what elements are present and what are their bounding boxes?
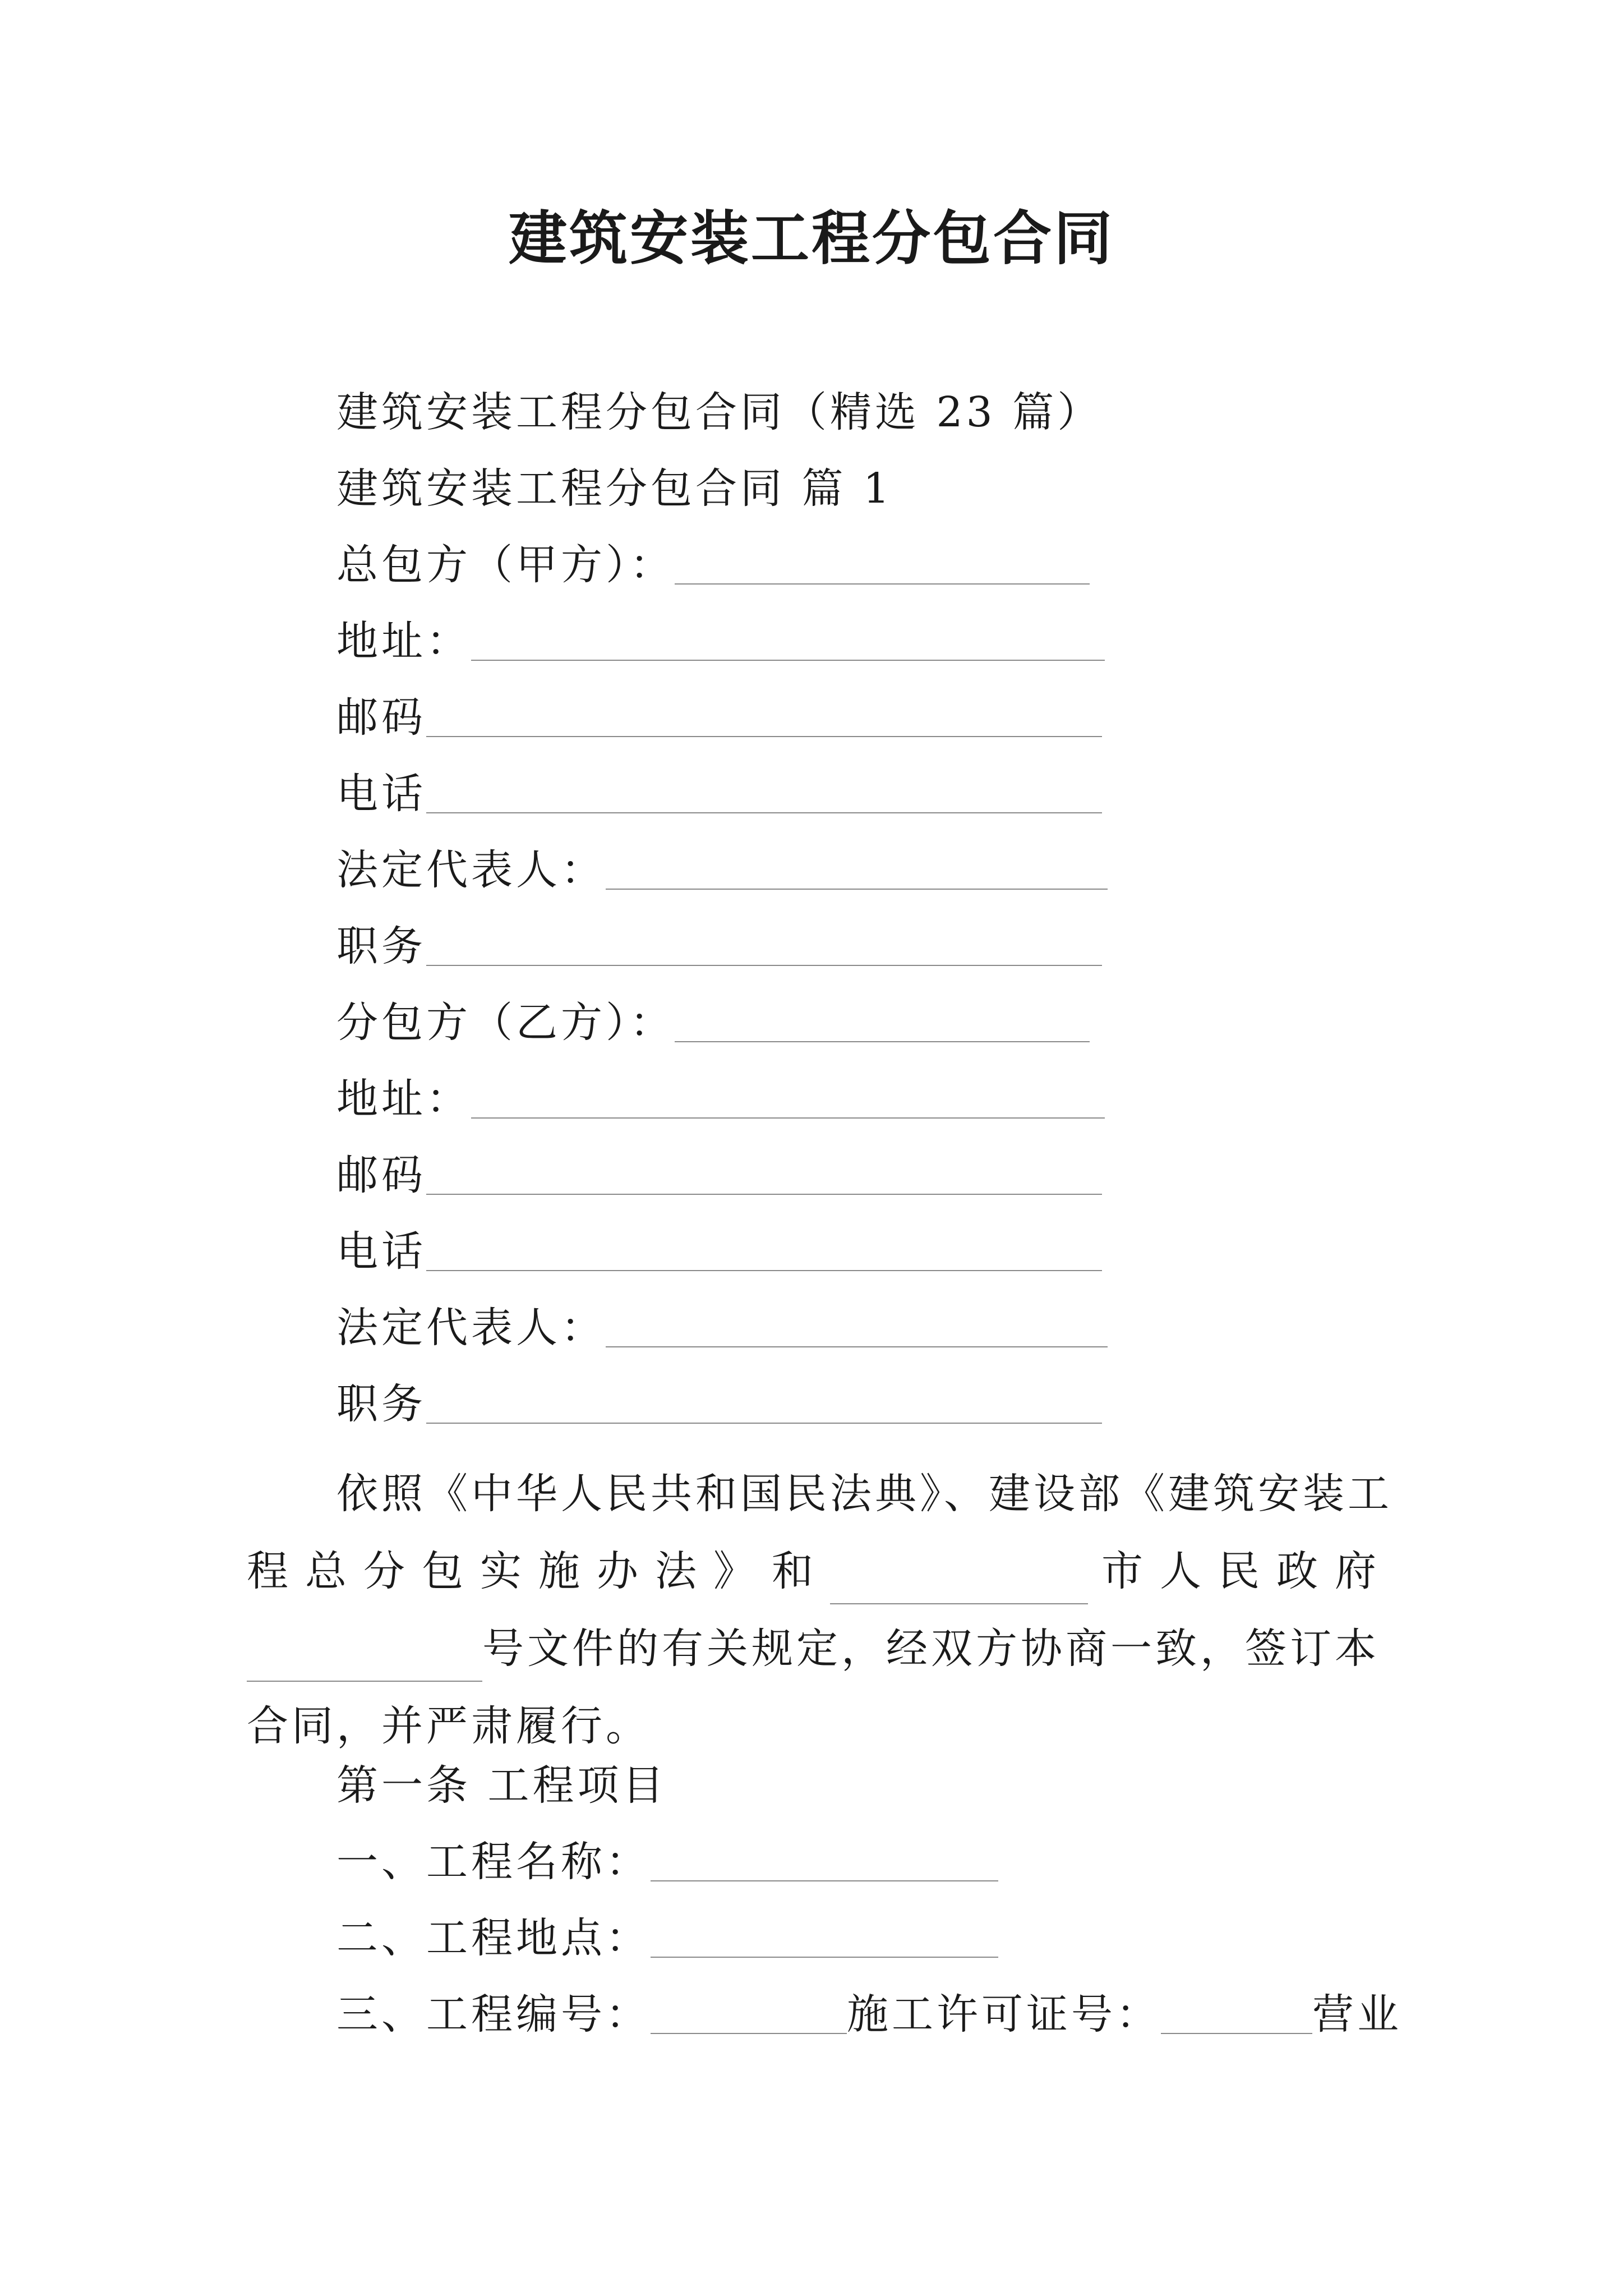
party-a-address-blank[interactable] [471, 624, 1105, 661]
party-a-postcode-line: 邮码 [336, 692, 1102, 743]
party-a-position-line: 职务 [336, 921, 1102, 972]
document-title: 建筑安装工程分包合同 [508, 204, 1114, 273]
party-a-rep-blank[interactable] [606, 853, 1108, 890]
subtitle: 建筑安装工程分包合同（精选 23 篇） [336, 388, 1103, 436]
party-a-rep-line: 法定代表人： [336, 845, 1108, 895]
article-1-heading: 第一条 工程项目 [336, 1761, 667, 1810]
project-name-blank[interactable] [651, 1844, 998, 1881]
section-heading: 建筑安装工程分包合同 篇 1 [336, 464, 893, 513]
party-b-position-line: 职务 [336, 1379, 1102, 1429]
preamble-paragraph [247, 1455, 1393, 1765]
party-b-rep-line: 法定代表人： [336, 1303, 1108, 1353]
party-a-position-blank[interactable] [426, 929, 1102, 966]
project-number-line: 三、工程编号： 施工许可证号： 营业 [336, 1990, 1402, 2039]
party-a-name-blank[interactable] [675, 547, 1090, 585]
project-name-line: 一、工程名称： [336, 1837, 998, 1887]
party-b-address-blank[interactable] [471, 1082, 1105, 1119]
party-a-phone-line: 电话 [336, 769, 1102, 819]
party-b-phone-blank[interactable] [426, 1234, 1102, 1271]
party-b-postcode-line: 邮码 [336, 1150, 1102, 1200]
party-b-position-blank[interactable] [426, 1387, 1102, 1424]
preamble-line-4: 合同，并严肃履行。 [247, 1702, 651, 1750]
preamble-line-3: 号文件的有关规定，经双方协商一致，签订本 [247, 1610, 1380, 1687]
party-a-phone-blank[interactable] [426, 776, 1102, 813]
party-b-rep-blank[interactable] [606, 1310, 1108, 1347]
party-b-name-blank[interactable] [675, 1005, 1090, 1042]
permit-number-blank[interactable] [1161, 1997, 1312, 2034]
preamble-line-2: 程 总 分 包 实 施 办 法 》 和 市 人 民 政 府 [247, 1533, 1380, 1610]
party-b-postcode-blank[interactable] [426, 1158, 1102, 1195]
party-b-address-line: 地址： [336, 1074, 1105, 1124]
city-blank[interactable] [830, 1567, 1088, 1604]
project-number-blank[interactable] [651, 1997, 847, 2034]
party-a-address-line: 地址： [336, 616, 1105, 666]
party-a-postcode-blank[interactable] [426, 700, 1102, 737]
party-b-phone-line: 电话 [336, 1226, 1102, 1277]
document-number-blank[interactable] [247, 1645, 482, 1682]
project-location-line: 二、工程地点： [336, 1913, 998, 1963]
preamble-line-1: 依照《中华人民共和国民法典》、建设部《建筑安装工 [336, 1470, 1393, 1518]
project-location-blank[interactable] [651, 1921, 998, 1958]
party-b-name-line: 分包方（乙方）： [336, 997, 1090, 1048]
party-a-name-line: 总包方（甲方）： [336, 540, 1090, 590]
